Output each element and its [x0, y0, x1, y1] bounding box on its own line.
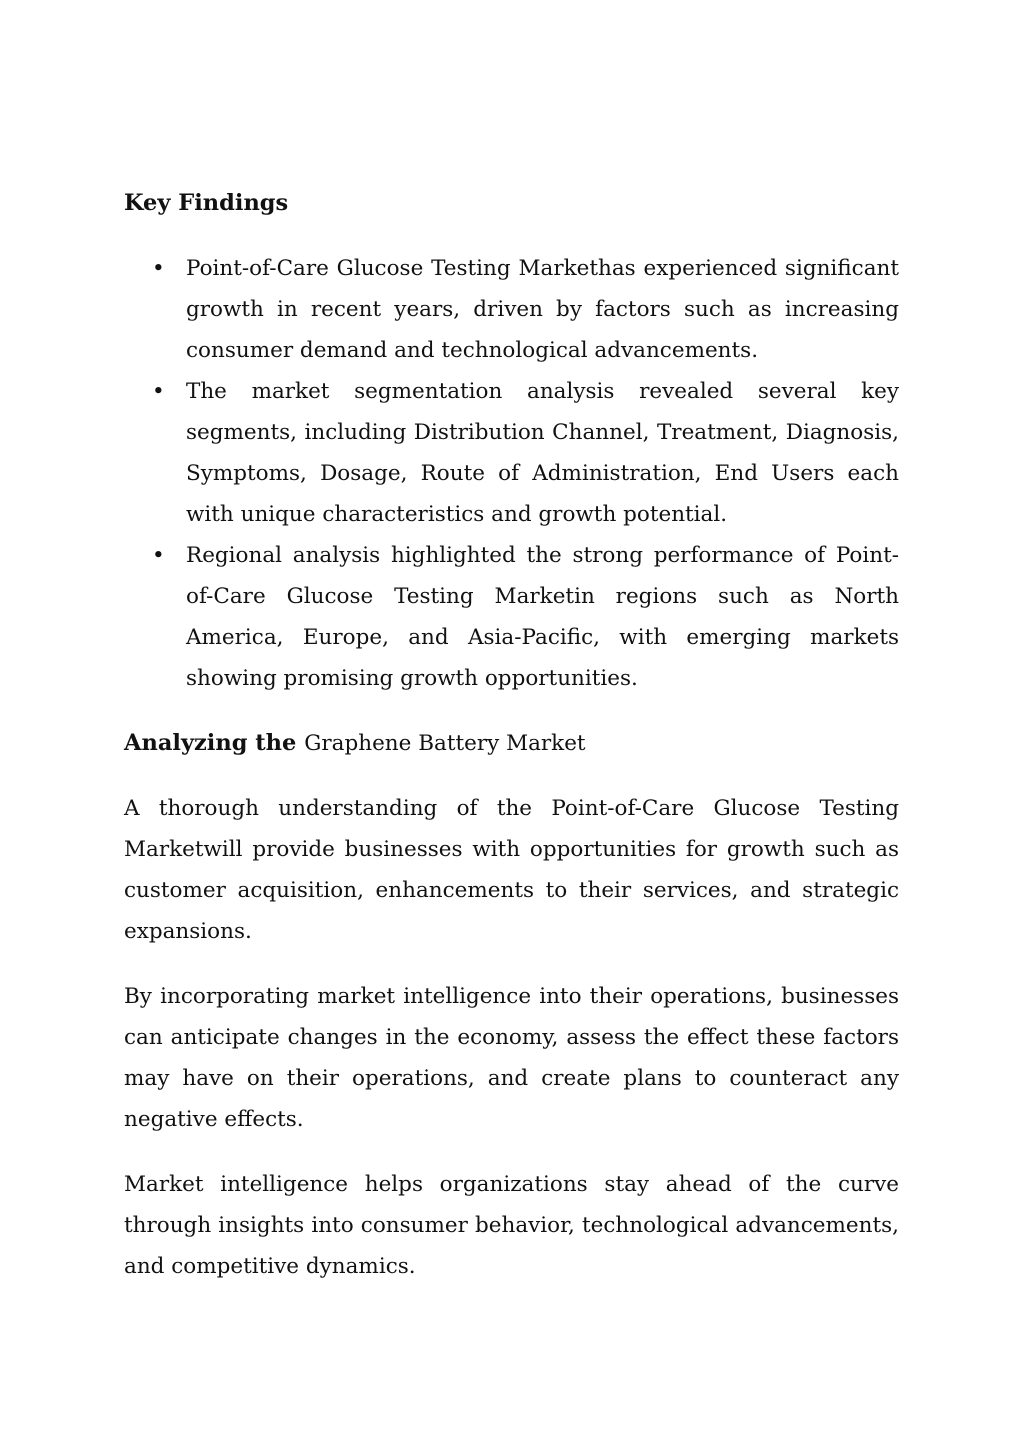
list-item	[124, 371, 899, 535]
document-page	[124, 183, 899, 1287]
analysis-heading	[124, 723, 899, 764]
paragraph-understanding: A thorough understanding of the Point-of-Care Glucose Testing Marketwill provide businesses with opportunities for growth such as customer acquisition, enhancements to their services, and strategic expansions.	[124, 796, 899, 944]
finding-text: The market segmentation analysis revealed several key segments, including Distribution Channel, Treatment, Diagnosis, Symptoms, Dosage, Route of Administration, End Users each with unique characteristics and growth potential.	[186, 379, 899, 527]
analysis-heading-normal: Graphene Battery Market	[304, 731, 586, 756]
paragraph-stay-ahead: Market intelligence helps organizations stay ahead of the curve through insights into consumer behavior, technological advancements, and competitive dynamics.	[124, 1172, 899, 1279]
bullet-icon: •	[152, 379, 165, 404]
bullet-icon: •	[152, 256, 165, 281]
list-item	[124, 248, 899, 371]
finding-text: Point-of-Care Glucose Testing Markethas experienced significant growth in recent years, driven by factors such as increasing consumer demand and technological advancements.	[186, 256, 899, 363]
paragraph-market-intelligence: By incorporating market intelligence into their operations, businesses can anticipate changes in the economy, assess the effect these factors may have on their operations, and create plans to counteract any negative effects.	[124, 984, 899, 1132]
key-findings-list	[124, 248, 899, 699]
key-findings-heading: Key Findings	[124, 190, 289, 216]
finding-text: Regional analysis highlighted the strong performance of Point-of-Care Glucose Testing Marketin regions such as North America, Europe, and Asia-Pacific, with emerging markets showing promising growth opportunities.	[186, 543, 899, 691]
bullet-icon: •	[152, 543, 165, 568]
list-item	[124, 535, 899, 699]
analysis-heading-bold: Analyzing the	[124, 730, 297, 756]
